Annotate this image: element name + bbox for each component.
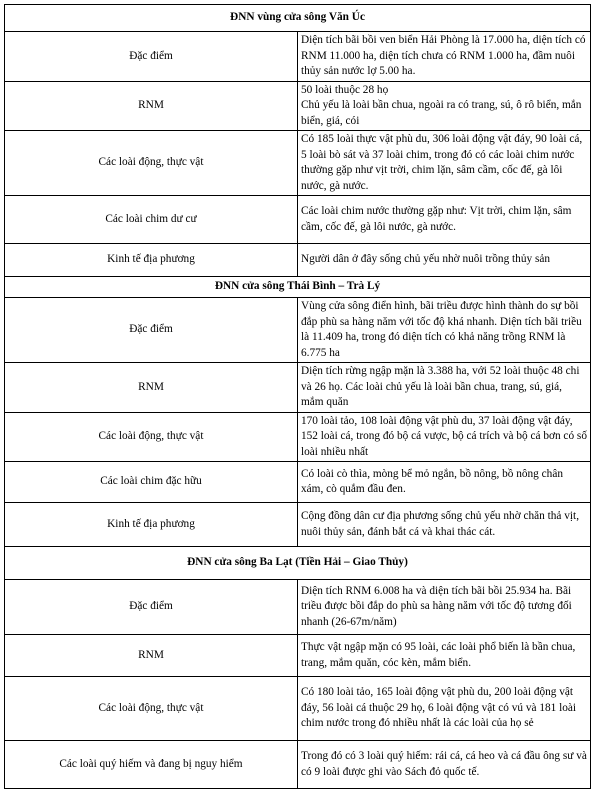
row-text: Diện tích RNM 6.008 ha và diện tích bãi bồi 25.934 ha. Bãi triều được bồi đắp do phù sa hàng năm với tốc độ tương đối nhanh (26-67m/năm) <box>298 580 591 635</box>
row-label: Đặc điểm <box>5 298 298 363</box>
section-header-row <box>5 547 591 580</box>
wetland-table <box>4 4 591 789</box>
section-title: ĐNN cửa sông Ba Lạt (Tiền Hải – Giao Thủy) <box>5 547 591 580</box>
row-text: Người dân ở đây sống chủ yếu nhờ nuôi trồng thủy sản <box>298 244 591 277</box>
table-row <box>5 677 591 741</box>
row-text: Thực vật ngập mặn có 95 loài, các loài phổ biến là bần chua, trang, mắm quăn, cóc kèn, mắm biển. <box>298 635 591 677</box>
table-row <box>5 503 591 547</box>
row-label: RNM <box>5 363 298 413</box>
table-row <box>5 244 591 277</box>
row-label: Các loài chim đặc hữu <box>5 462 298 503</box>
table-row <box>5 131 591 196</box>
section-header-row <box>5 5 591 32</box>
row-label: Đặc điểm <box>5 580 298 635</box>
table-row <box>5 32 591 82</box>
row-label: Các loài động, thực vật <box>5 412 298 462</box>
row-label: Các loài động, thực vật <box>5 131 298 196</box>
table-row <box>5 363 591 413</box>
row-text: 50 loài thuộc 28 họ Chủ yếu là loài bần chua, ngoài ra có trang, sú, ô rô biển, mắn biển, giá, cói <box>298 81 591 131</box>
row-label: Các loài quý hiếm và đang bị nguy hiểm <box>5 741 298 789</box>
row-text: Trong đó có 3 loài quý hiếm: rái cá, cá heo và cá đầu ông sư và có 9 loài được ghi vào Sách đỏ quốc tế. <box>298 741 591 789</box>
row-text: Có 180 loài tảo, 165 loài động vật phù du, 200 loài động vật đáy, 56 loài cá thuộc 29 họ, 6 loài động vật có vú và 181 loài chim nước trong đó nhiều nhất là các loài của họ sẻ <box>298 677 591 741</box>
row-text: Vùng cửa sông điển hình, bãi triều được hình thành do sự bồi đắp phù sa hàng năm với tốc độ khá nhanh. Diện tích bãi triều là 11.409 ha, trong đó diện tích có khả năng trồng RNM là 6.775 ha <box>298 298 591 363</box>
row-label: RNM <box>5 635 298 677</box>
table-row <box>5 412 591 462</box>
row-text: Diện tích rừng ngập mặn là 3.388 ha, với 52 loài thuộc 48 chi và 26 họ. Các loài chủ yếu là loài bần chua, trang, sú, giá, mắm quăn <box>298 363 591 413</box>
row-label: Đặc điểm <box>5 32 298 82</box>
row-label: Kinh tế địa phương <box>5 503 298 547</box>
row-text: Cộng đồng dân cư địa phương sống chủ yếu nhờ chăn thả vịt, nuôi thủy sản, đánh bắt cá và khai thác cát. <box>298 503 591 547</box>
row-text: 170 loài tảo, 108 loài động vật phù du, 37 loài động vật đáy, 152 loài cá, trong đó bộ cá vược, bộ cá trích và bộ cá bơn có số loài nhiều nhất <box>298 412 591 462</box>
wetland-table-document <box>4 4 591 789</box>
table-row <box>5 462 591 503</box>
row-label: Kinh tế địa phương <box>5 244 298 277</box>
row-text: Có loài cò thìa, mòng bể mỏ ngắn, bồ nông, bồ nông chân xám, cò quắm đầu đen. <box>298 462 591 503</box>
section-title: ĐNN vùng cửa sông Văn Úc <box>5 5 591 32</box>
table-row <box>5 298 591 363</box>
table-row <box>5 635 591 677</box>
section-header-row <box>5 277 591 298</box>
row-text: Có 185 loài thực vật phù du, 306 loài động vật đáy, 90 loài cá, 5 loài bò sát và 37 loài chim, trong đó có các loài chim nước thường gặp như vịt trời, chim lặn, sâm cầm, cốc đế, gà lôi nước, gà nước. <box>298 131 591 196</box>
row-text: Các loài chim nước thường gặp như: Vịt trời, chim lặn, sâm cầm, cốc đế, gà lôi nước, gà nước. <box>298 196 591 244</box>
section-title: ĐNN cửa sông Thái Bình – Trà Lý <box>5 277 591 298</box>
row-text: Diện tích bãi bồi ven biển Hải Phòng là 17.000 ha, diện tích có RNM 11.000 ha, diện tích chưa có RNM 1.000 ha, đầm nuôi thủy sản nước lợ 5.00 ha. <box>298 32 591 82</box>
table-row <box>5 196 591 244</box>
table-row <box>5 81 591 131</box>
table-row <box>5 741 591 789</box>
row-label: Các loài động, thực vật <box>5 677 298 741</box>
row-label: RNM <box>5 81 298 131</box>
table-row <box>5 580 591 635</box>
row-label: Các loài chim dư cư <box>5 196 298 244</box>
